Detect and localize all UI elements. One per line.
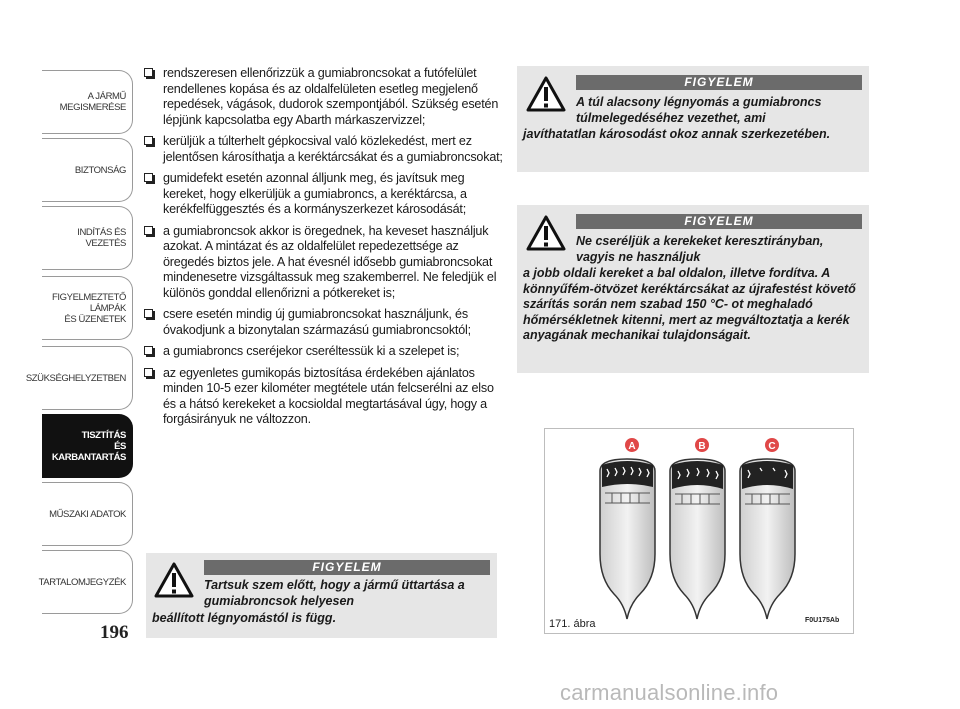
warning-title: FIGYELEM <box>204 560 490 575</box>
tab-emergency[interactable]: SZÜKSÉGHELYZETBEN <box>42 346 133 410</box>
list-item-text: csere esetén mindig új gumiabroncsokat használjunk, és óvakodjunk a bizonytalan származású gumiabroncsoktól; <box>163 307 471 337</box>
warning-lead-text: Tartsuk szem előtt, hogy a jármű üttartása a gumiabroncsok helyesen <box>204 578 465 608</box>
list-item <box>144 344 504 360</box>
list-item-text: kerüljük a túlterhelt gépkocsival való közlekedést, mert ez jelentősen károsíthatja a keréktárcsákat és a gumiabroncsokat; <box>163 134 503 164</box>
tyre-care-list <box>144 66 504 434</box>
figure-caption: 171. ábra <box>549 618 596 630</box>
checkbox-bullet-icon <box>144 173 153 182</box>
checkbox-bullet-icon <box>144 68 153 77</box>
tab-starting-driving[interactable]: INDÍTÁS ÉS VEZETÉS <box>42 206 133 270</box>
svg-text:A: A <box>628 441 636 452</box>
figure-code: F0U175Ab <box>805 617 840 624</box>
tyre-illustration <box>545 429 853 633</box>
warning-lead-text: A túl alacsony légnyomás a gumiabroncs túlmelegedéséhez vezethet, ami <box>576 95 822 125</box>
tab-vehicle-intro[interactable]: A JÁRMŰ MEGISMERÉSE <box>42 70 133 134</box>
list-item-text: a gumiabroncs cseréjekor cseréltessük ki a szelepet is; <box>163 344 460 358</box>
warning-box-pressure-handling <box>146 553 497 638</box>
tyre-wear-figure <box>544 428 854 634</box>
checkbox-bullet-icon <box>144 368 153 377</box>
list-item <box>144 134 504 165</box>
marker-a <box>625 438 639 452</box>
warning-triangle-icon <box>154 562 194 598</box>
tyre-b-icon <box>670 459 725 619</box>
checkbox-bullet-icon <box>144 226 153 235</box>
list-item <box>144 171 504 218</box>
warning-triangle-icon <box>526 215 566 251</box>
marker-b <box>695 438 709 452</box>
warning-body-text: javíthatatlan károsodást okoz annak szerkezetében. <box>523 127 831 141</box>
marker-c <box>765 438 779 452</box>
svg-text:B: B <box>698 441 706 452</box>
list-item <box>144 307 504 338</box>
checkbox-bullet-icon <box>144 136 153 145</box>
warning-title: FIGYELEM <box>576 214 862 229</box>
list-item-text: rendszeresen ellenőrizzük a gumiabroncsokat a futófelület rendellenes kopása és az oldalfelületen esetleg megjelenő repedések, vágások, dudorok szempontjából. Szükség esetén lépjünk kapcsolatba egy Abarth márkaszervizzel; <box>163 66 499 127</box>
warning-title: FIGYELEM <box>576 75 862 90</box>
warning-triangle-icon <box>526 76 566 112</box>
watermark: carmanualsonline.info <box>560 680 779 705</box>
checkbox-bullet-icon <box>144 309 153 318</box>
warning-box-wheel-swap <box>517 205 869 373</box>
list-item <box>144 224 504 302</box>
tab-cleaning-maintenance[interactable]: TISZTÍTÁS ÉS KARBANTARTÁS <box>42 414 133 478</box>
tab-warning-lights[interactable]: FIGYELMEZTETŐ LÁMPÁK ÉS ÜZENETEK <box>42 276 133 340</box>
list-item-text: a gumiabroncsok akkor is öregednek, ha keveset használjuk azokat. A mintázat és az oldalfelület repedezettsége az öregedés biztos jele. A hat évesnél idősebb gumiabroncsokat mindenesetre vizsgáltassuk meg szakemberrel. Ne feledjük el különös gonddal ellenőrizni a pótkereket is; <box>163 223 497 300</box>
tab-index[interactable]: TARTALOMJEGYZÉK <box>42 550 133 614</box>
svg-text:C: C <box>768 441 776 452</box>
list-item <box>144 366 504 428</box>
warning-body-text: a jobb oldali kereket a bal oldalon, illetve fordítva. A könnyűfém-ötvözet keréktárcsákat az újrafestést követő szárítás során nem szabad 150 °C- ot meghaladó hőmérsékletnek kitenni, mert az megváltoztatja a kerék anyagának mechanikai tulajdonságait. <box>523 266 856 342</box>
list-item-text: gumidefekt esetén azonnal álljunk meg, és javítsuk meg kereket, hogy elkerüljük a gumiabroncs, a keréktárcsa, a kerékfelfüggesztés és a kormányszerkezet károsodását; <box>163 171 467 216</box>
warning-lead-text: Ne cseréljük a kerekeket keresztirányban, vagyis ne használjuk <box>576 234 824 264</box>
list-item-text: az egyenletes gumikopás biztosítása érdekében ajánlatos minden 10-5 ezer kilométer megtétele után felcserélni az elso és a hátsó kerekeket a kocsioldal megtartásával úgy, hogy a forgásirányuk ne változzon. <box>163 365 494 426</box>
warning-body-text: beállított légnyomástól is függ. <box>152 611 337 625</box>
tyre-a-icon <box>600 459 655 619</box>
tab-technical-data[interactable]: MŰSZAKI ADATOK <box>42 482 133 546</box>
page-number: 196 <box>100 622 129 643</box>
tab-safety[interactable]: BIZTONSÁG <box>42 138 133 202</box>
warning-box-low-pressure <box>517 66 869 172</box>
list-item <box>144 66 504 128</box>
checkbox-bullet-icon <box>144 346 153 355</box>
tyre-c-icon <box>740 459 795 619</box>
